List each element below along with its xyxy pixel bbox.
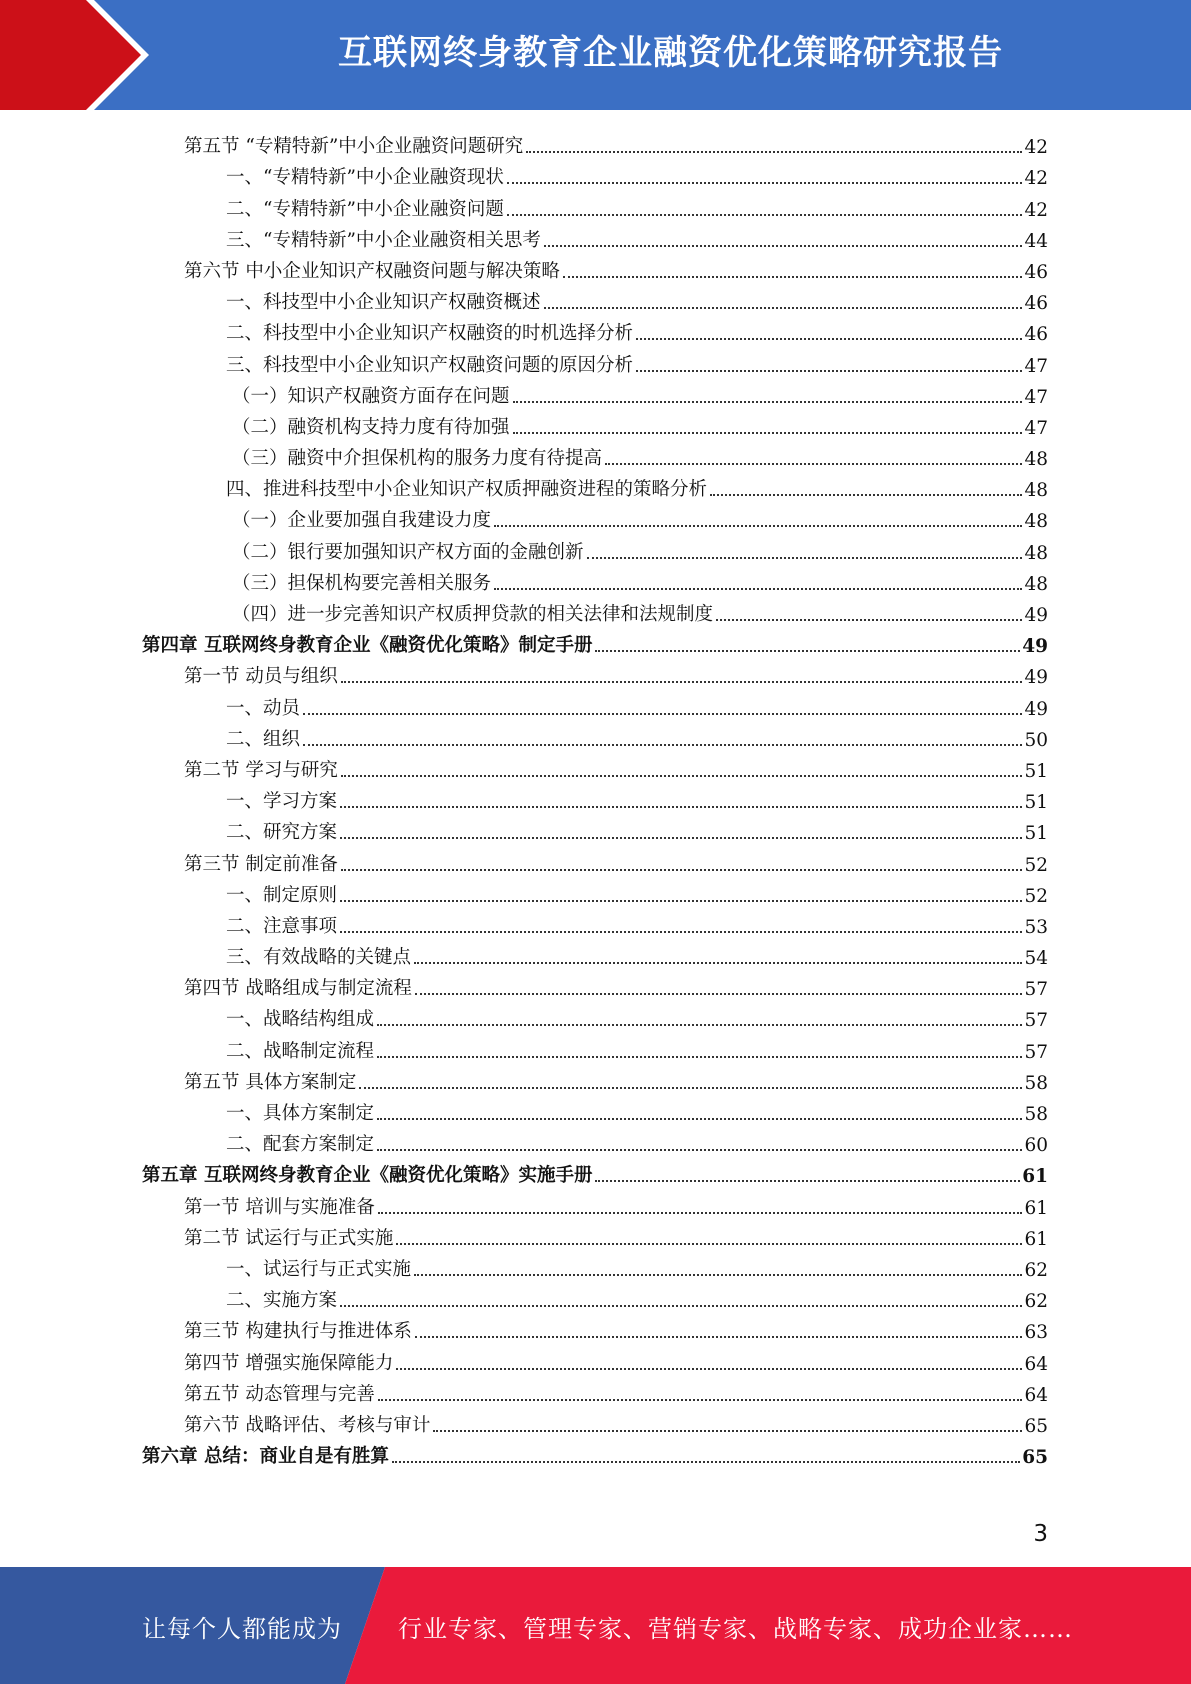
toc-leader-dots bbox=[587, 557, 1023, 559]
toc-leader-dots bbox=[595, 650, 1020, 652]
toc-entry-page-number: 49 bbox=[1024, 667, 1048, 689]
toc-subsection-entry[interactable] bbox=[142, 345, 1048, 376]
toc-entry-page-number: 57 bbox=[1024, 1041, 1048, 1063]
toc-entry-title: （三）担保机构要完善相关服务 bbox=[232, 572, 492, 594]
toc-chapter-entry[interactable] bbox=[142, 626, 1048, 657]
toc-entry-page-number: 46 bbox=[1024, 293, 1048, 315]
toc-entry-page-number: 51 bbox=[1024, 760, 1048, 782]
toc-section-entry[interactable] bbox=[142, 1187, 1048, 1218]
toc-leader-dots bbox=[377, 1149, 1022, 1151]
toc-section-entry[interactable] bbox=[142, 1312, 1048, 1343]
toc-entry-title: 一、学习方案 bbox=[226, 791, 338, 813]
toc-section-entry[interactable] bbox=[142, 1219, 1048, 1250]
toc-entry-page-number: 64 bbox=[1024, 1384, 1048, 1406]
footer-slogan-lead: 让每个人都能成为 bbox=[142, 1615, 342, 1643]
toc-entry-title: （四）进一步完善知识产权质押贷款的相关法律和法规制度 bbox=[232, 604, 714, 625]
toc-leader-dots bbox=[303, 713, 1022, 715]
toc-entry-page-number: 53 bbox=[1024, 916, 1048, 938]
toc-entry-title: 二、“专精特新”中小企业融资问题 bbox=[226, 198, 504, 220]
toc-entry-title: （二）融资机构支持力度有待加强 bbox=[232, 416, 510, 438]
toc-leader-dots bbox=[396, 1368, 1022, 1370]
toc-leader-dots bbox=[526, 151, 1022, 153]
toc-entry-title: 第四章 互联网终身教育企业《融资优化策略》制定手册 bbox=[142, 635, 593, 657]
toc-section-entry[interactable] bbox=[142, 127, 1048, 158]
toc-entry-page-number: 51 bbox=[1024, 823, 1048, 845]
toc-entry-page-number: 49 bbox=[1024, 698, 1048, 720]
toc-section-entry[interactable] bbox=[142, 751, 1048, 782]
toc-entry-page-number: 51 bbox=[1024, 792, 1048, 814]
toc-leader-dots bbox=[340, 1305, 1022, 1307]
toc-entry-title: 二、注意事项 bbox=[226, 915, 338, 937]
toc-entry-title: （一）知识产权融资方面存在问题 bbox=[232, 385, 510, 407]
toc-leader-dots bbox=[359, 1087, 1022, 1089]
toc-entry-title: 二、战略制定流程 bbox=[226, 1040, 375, 1062]
toc-entry-page-number: 54 bbox=[1024, 948, 1048, 970]
toc-entry-page-number: 61 bbox=[1024, 1197, 1048, 1219]
toc-leader-dots bbox=[378, 1212, 1023, 1214]
toc-leader-dots bbox=[605, 463, 1022, 465]
toc-entry-title: 四、推进科技型中小企业知识产权质押融资进程的策略分析 bbox=[226, 479, 708, 501]
toc-leader-dots bbox=[494, 525, 1022, 527]
toc-subsection-entry[interactable] bbox=[142, 1125, 1048, 1156]
toc-leader-dots bbox=[340, 931, 1022, 933]
toc-entry-page-number: 50 bbox=[1024, 729, 1048, 751]
toc-leader-dots bbox=[396, 1243, 1022, 1245]
toc-entry-page-number: 47 bbox=[1024, 386, 1048, 408]
toc-subsection-entry[interactable] bbox=[142, 1000, 1048, 1031]
toc-leader-dots bbox=[595, 1180, 1020, 1182]
toc-entry-page-number: 42 bbox=[1024, 168, 1048, 190]
toc-leader-dots bbox=[710, 494, 1022, 496]
toc-subsection-entry[interactable] bbox=[142, 532, 1048, 563]
toc-entry-title: 第二节 学习与研究 bbox=[184, 759, 338, 781]
toc-entry-title: 第六章 总结：商业自是有胜算 bbox=[142, 1446, 389, 1468]
toc-entry-title: 第二节 试运行与正式实施 bbox=[184, 1227, 394, 1249]
toc-entry-page-number: 48 bbox=[1024, 542, 1048, 564]
toc-entry-title: 第一节 动员与组织 bbox=[184, 666, 338, 688]
toc-leader-dots bbox=[341, 775, 1023, 777]
toc-entry-title: （二）银行要加强知识产权方面的金融创新 bbox=[232, 541, 584, 563]
footer-slogan-roles: 行业专家、管理专家、营销专家、战略专家、成功企业家…… bbox=[398, 1615, 1073, 1643]
toc-entry-title: （一）企业要加强自我建设力度 bbox=[232, 510, 492, 532]
toc-leader-dots bbox=[415, 993, 1023, 995]
page-header bbox=[0, 0, 1191, 110]
toc-section-entry[interactable] bbox=[142, 1375, 1048, 1406]
toc-entry-title: 一、科技型中小企业知识产权融资概述 bbox=[226, 292, 541, 314]
toc-leader-dots bbox=[415, 1336, 1023, 1338]
toc-subsection-entry[interactable] bbox=[142, 1031, 1048, 1062]
toc-entry-page-number: 48 bbox=[1024, 573, 1048, 595]
toc-subsection-entry[interactable] bbox=[142, 439, 1048, 470]
toc-entry-title: 第五章 互联网终身教育企业《融资优化策略》实施手册 bbox=[142, 1165, 593, 1187]
toc-entry-title: 第三节 制定前准备 bbox=[184, 853, 338, 875]
toc-entry-page-number: 46 bbox=[1024, 324, 1048, 346]
toc-leader-dots bbox=[378, 1399, 1023, 1401]
toc-entry-page-number: 57 bbox=[1024, 1010, 1048, 1032]
toc-entry-page-number: 63 bbox=[1024, 1322, 1048, 1344]
toc-section-entry[interactable] bbox=[142, 1063, 1048, 1094]
toc-entry-page-number: 58 bbox=[1024, 1072, 1048, 1094]
toc-subsection-entry[interactable] bbox=[142, 564, 1048, 595]
toc-subsection-entry[interactable] bbox=[142, 876, 1048, 907]
document-title: 互联网终身教育企业融资优化策略研究报告 bbox=[338, 33, 1003, 73]
toc-subsection-entry[interactable] bbox=[142, 782, 1048, 813]
toc-entry-title: 第四节 战略组成与制定流程 bbox=[184, 978, 412, 1000]
toc-leader-dots bbox=[340, 900, 1022, 902]
toc-leader-dots bbox=[636, 370, 1022, 372]
toc-leader-dots bbox=[341, 681, 1023, 683]
toc-leader-dots bbox=[433, 1430, 1022, 1432]
toc-leader-dots bbox=[414, 1274, 1022, 1276]
toc-leader-dots bbox=[494, 588, 1022, 590]
toc-subsection-entry[interactable] bbox=[142, 408, 1048, 439]
toc-entry-title: 二、组织 bbox=[226, 728, 301, 750]
toc-entry-page-number: 65 bbox=[1024, 1415, 1048, 1437]
toc-entry-title: 第五节 动态管理与完善 bbox=[184, 1383, 375, 1405]
toc-entry-page-number: 47 bbox=[1024, 355, 1048, 377]
toc-section-entry[interactable] bbox=[142, 657, 1048, 688]
toc-entry-page-number: 57 bbox=[1024, 979, 1048, 1001]
toc-entry-page-number: 52 bbox=[1024, 854, 1048, 876]
toc-leader-dots bbox=[563, 276, 1023, 278]
toc-entry-page-number: 49 bbox=[1024, 605, 1048, 626]
toc-entry-title: 第三节 构建执行与推进体系 bbox=[184, 1321, 412, 1343]
toc-leader-dots bbox=[340, 806, 1022, 808]
toc-subsection-entry[interactable] bbox=[142, 720, 1048, 751]
toc-entry-title: 一、动员 bbox=[226, 697, 301, 719]
toc-leader-dots bbox=[377, 1056, 1022, 1058]
toc-subsection-entry[interactable] bbox=[142, 907, 1048, 938]
toc-entry-page-number: 48 bbox=[1024, 511, 1048, 533]
toc-entry-page-number: 42 bbox=[1024, 137, 1048, 159]
toc-leader-dots bbox=[507, 214, 1023, 216]
toc-leader-dots bbox=[377, 1024, 1022, 1026]
toc-leader-dots bbox=[507, 182, 1023, 184]
page-footer bbox=[0, 1567, 1191, 1684]
toc-subsection-entry[interactable] bbox=[142, 938, 1048, 969]
toc-entry-page-number: 62 bbox=[1024, 1291, 1048, 1313]
toc-entry-page-number: 65 bbox=[1022, 1447, 1048, 1469]
toc-entry-title: 第六节 战略评估、考核与审计 bbox=[184, 1414, 431, 1436]
toc-section-entry[interactable] bbox=[142, 844, 1048, 875]
table-of-contents bbox=[142, 127, 1048, 1468]
toc-section-entry[interactable] bbox=[142, 969, 1048, 1000]
toc-subsection-entry[interactable] bbox=[142, 813, 1048, 844]
toc-entry-page-number: 52 bbox=[1024, 885, 1048, 907]
toc-leader-dots bbox=[544, 245, 1023, 247]
toc-leader-dots bbox=[341, 869, 1023, 871]
toc-leader-dots bbox=[544, 307, 1023, 309]
toc-chapter-entry[interactable] bbox=[142, 1437, 1048, 1468]
toc-entry-title: 一、具体方案制定 bbox=[226, 1103, 375, 1124]
toc-entry-page-number: 47 bbox=[1024, 417, 1048, 439]
toc-subsection-entry[interactable] bbox=[142, 377, 1048, 408]
toc-entry-title: 二、研究方案 bbox=[226, 822, 338, 844]
toc-entry-page-number: 60 bbox=[1024, 1135, 1048, 1157]
toc-entry-title: 第五节 “专精特新”中小企业融资问题研究 bbox=[184, 136, 524, 158]
toc-entry-page-number: 58 bbox=[1024, 1104, 1048, 1125]
toc-subsection-entry[interactable] bbox=[142, 1250, 1048, 1281]
toc-entry-title: 二、实施方案 bbox=[226, 1290, 338, 1312]
toc-leader-dots bbox=[377, 1118, 1022, 1120]
toc-subsection-entry[interactable] bbox=[142, 595, 1048, 626]
toc-entry-page-number: 62 bbox=[1024, 1259, 1048, 1281]
toc-entry-title: 第六节 中小企业知识产权融资问题与解决策略 bbox=[184, 260, 560, 282]
toc-subsection-entry[interactable] bbox=[142, 189, 1048, 220]
toc-section-entry[interactable] bbox=[142, 1406, 1048, 1437]
toc-leader-dots bbox=[636, 338, 1022, 340]
toc-entry-page-number: 42 bbox=[1024, 199, 1048, 221]
toc-entry-page-number: 44 bbox=[1024, 230, 1048, 252]
toc-entry-page-number: 46 bbox=[1024, 261, 1048, 283]
toc-entry-title: 二、配套方案制定 bbox=[226, 1134, 375, 1156]
toc-subsection-entry[interactable] bbox=[142, 1094, 1048, 1125]
toc-subsection-entry[interactable] bbox=[142, 470, 1048, 501]
toc-entry-title: 二、科技型中小企业知识产权融资的时机选择分析 bbox=[226, 323, 634, 345]
toc-entry-page-number: 61 bbox=[1024, 1228, 1048, 1250]
toc-entry-page-number: 48 bbox=[1024, 480, 1048, 502]
toc-leader-dots bbox=[414, 962, 1022, 964]
toc-entry-title: 一、试运行与正式实施 bbox=[226, 1258, 412, 1280]
toc-entry-page-number: 64 bbox=[1024, 1353, 1048, 1375]
page-number: 3 bbox=[1033, 1521, 1048, 1547]
toc-entry-title: 第一节 培训与实施准备 bbox=[184, 1196, 375, 1218]
toc-entry-title: 一、“专精特新”中小企业融资现状 bbox=[226, 167, 504, 189]
toc-entry-title: 第四节 增强实施保障能力 bbox=[184, 1352, 394, 1374]
toc-leader-dots bbox=[716, 619, 1022, 621]
toc-entry-title: 三、“专精特新”中小企业融资相关思考 bbox=[226, 229, 541, 251]
toc-subsection-entry[interactable] bbox=[142, 283, 1048, 314]
toc-entry-page-number: 61 bbox=[1022, 1166, 1048, 1188]
toc-entry-title: 三、科技型中小企业知识产权融资问题的原因分析 bbox=[226, 354, 634, 376]
toc-subsection-entry[interactable] bbox=[142, 501, 1048, 532]
toc-leader-dots bbox=[303, 744, 1022, 746]
toc-entry-title: 一、制定原则 bbox=[226, 884, 338, 906]
toc-leader-dots bbox=[513, 432, 1023, 434]
toc-entry-title: （三）融资中介担保机构的服务力度有待提高 bbox=[232, 448, 603, 470]
toc-subsection-entry[interactable] bbox=[142, 314, 1048, 345]
toc-leader-dots bbox=[513, 401, 1023, 403]
toc-section-entry[interactable] bbox=[142, 1343, 1048, 1374]
toc-subsection-entry[interactable] bbox=[142, 221, 1048, 252]
toc-subsection-entry[interactable] bbox=[142, 158, 1048, 189]
toc-section-entry[interactable] bbox=[142, 252, 1048, 283]
toc-entry-title: 三、有效战略的关键点 bbox=[226, 947, 412, 969]
toc-entry-title: 一、战略结构组成 bbox=[226, 1009, 375, 1031]
toc-chapter-entry[interactable] bbox=[142, 1156, 1048, 1187]
toc-entry-page-number: 48 bbox=[1024, 449, 1048, 471]
toc-subsection-entry[interactable] bbox=[142, 1281, 1048, 1312]
toc-leader-dots bbox=[392, 1461, 1020, 1463]
toc-leader-dots bbox=[340, 837, 1022, 839]
toc-subsection-entry[interactable] bbox=[142, 688, 1048, 719]
toc-entry-page-number: 49 bbox=[1022, 636, 1048, 658]
toc-entry-title: 第五节 具体方案制定 bbox=[184, 1071, 357, 1093]
